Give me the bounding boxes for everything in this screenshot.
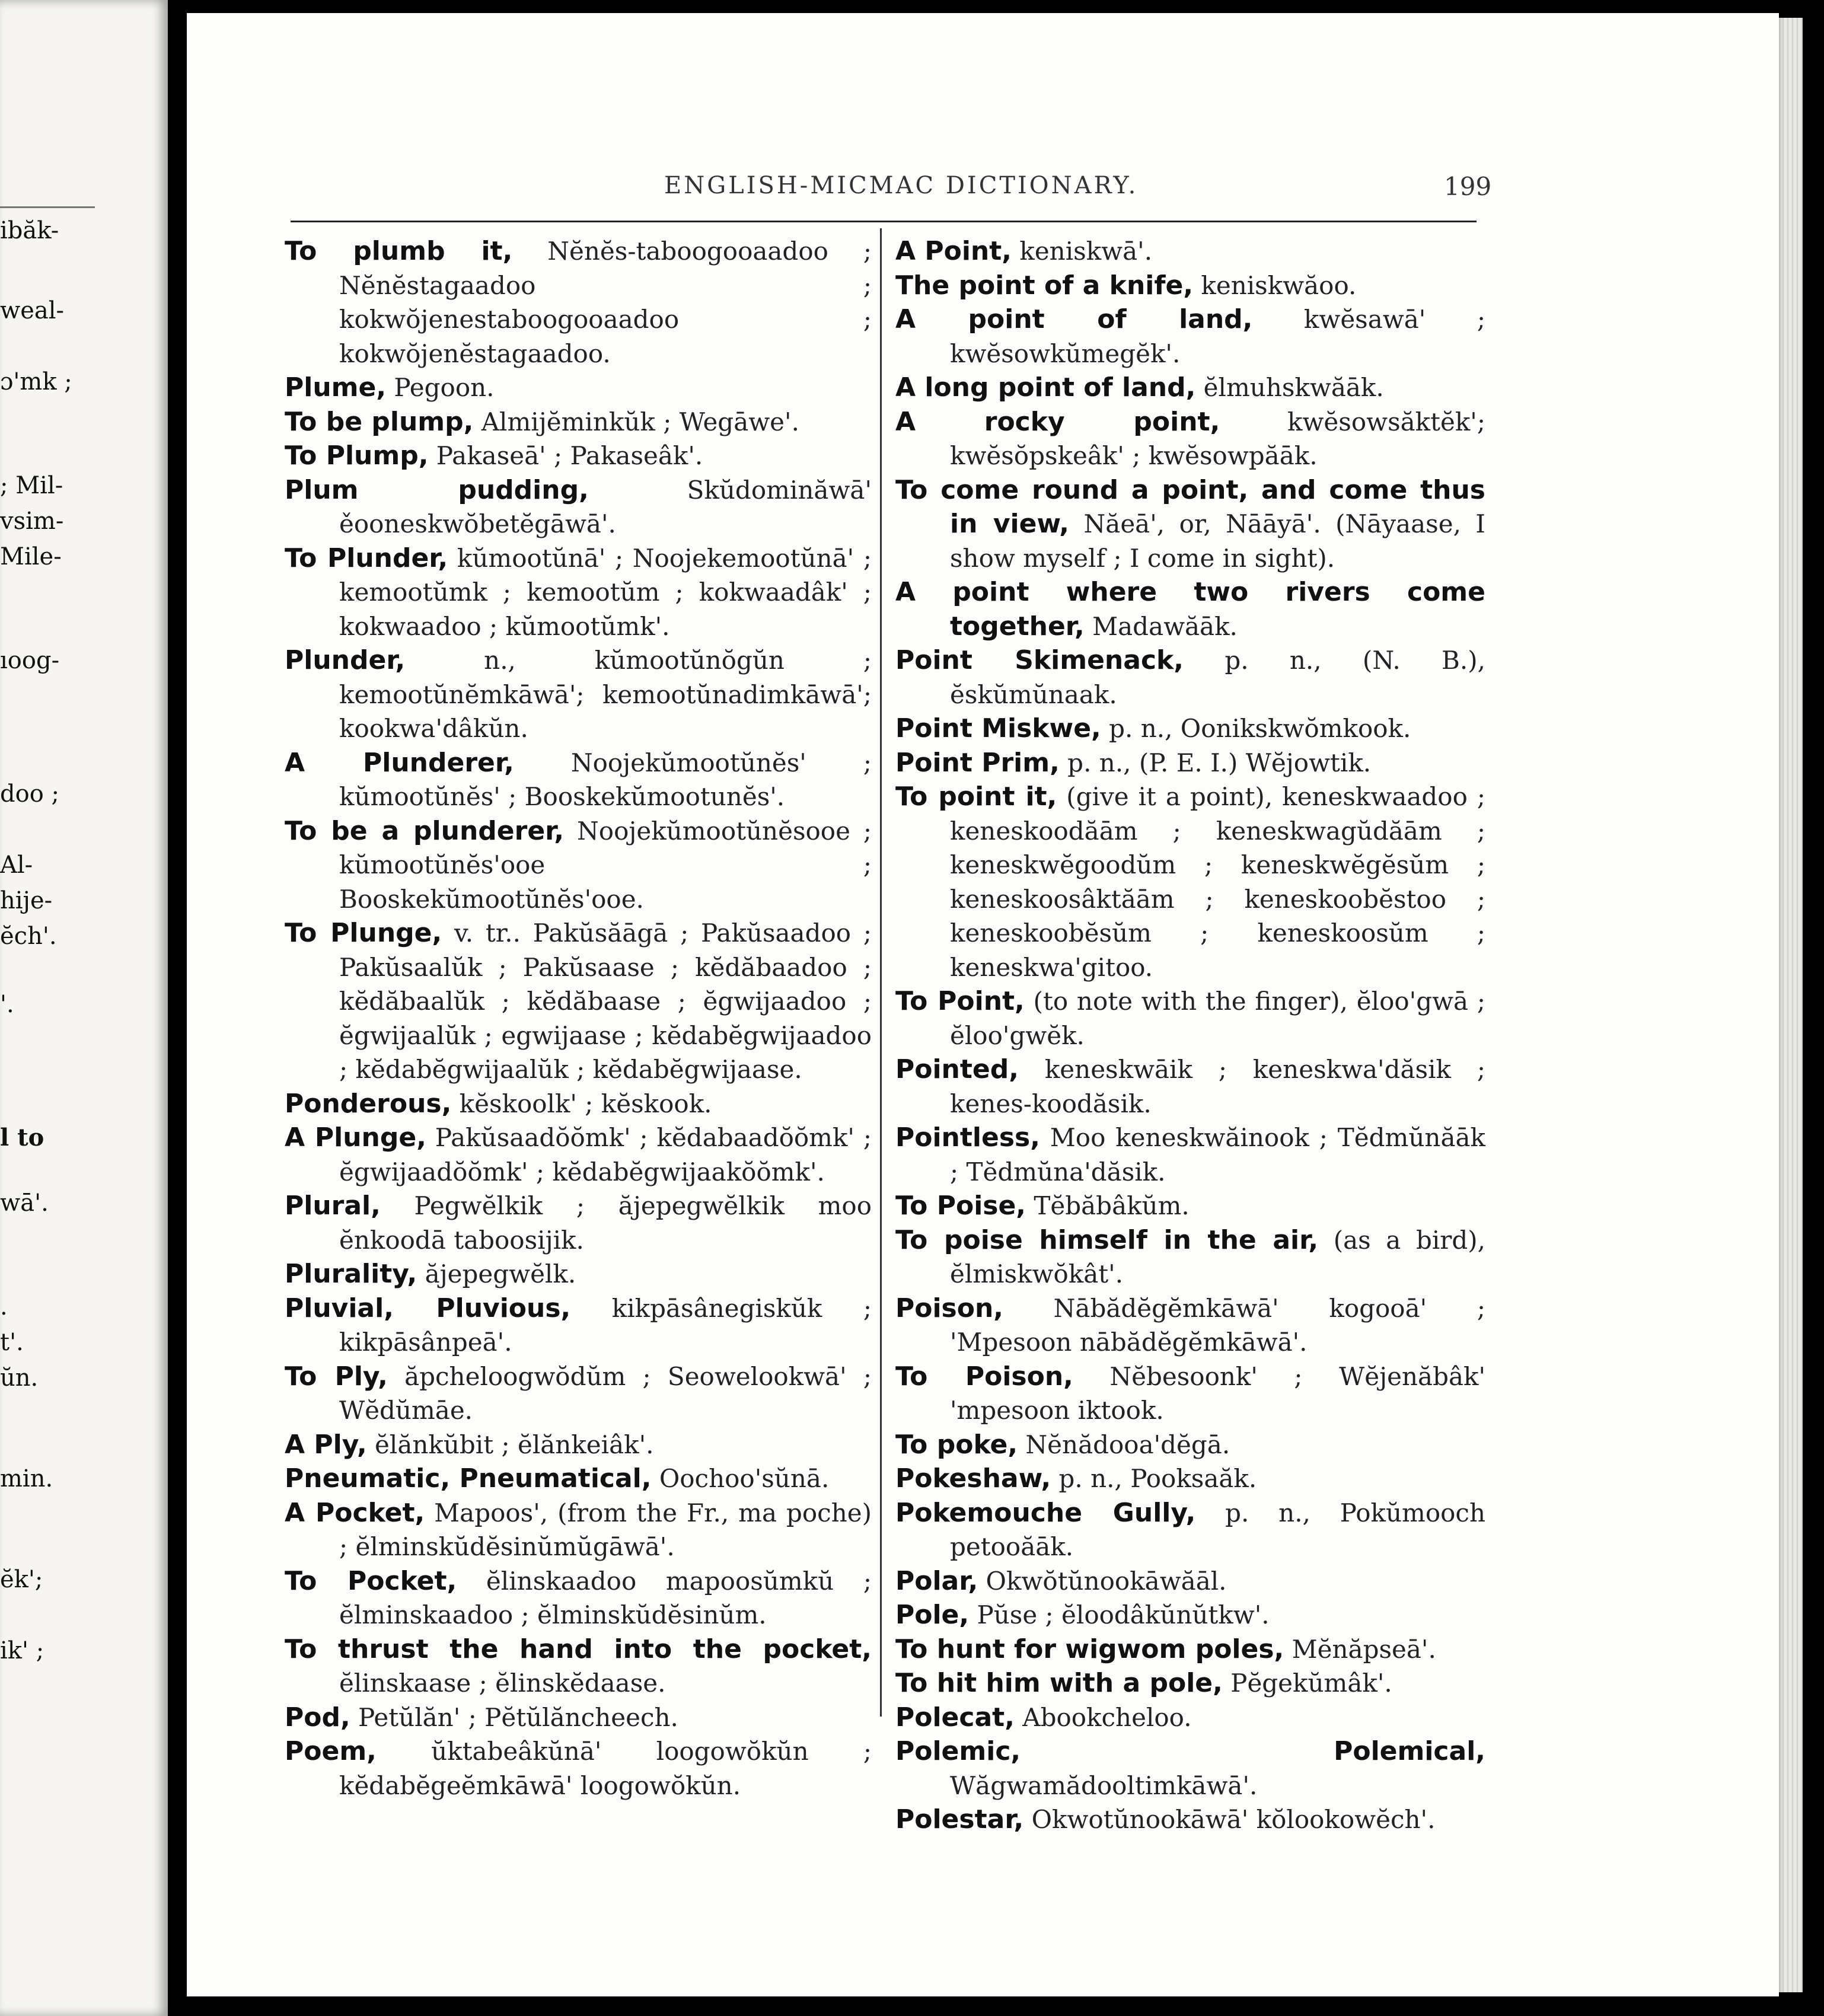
definition: (as a bird), ĕlmiskwŏkât'.	[950, 1225, 1485, 1288]
definition: ĕlănkŭbit ; ĕlănkeiâk'.	[366, 1430, 654, 1459]
headword: Pluvial, Pluvious,	[285, 1293, 571, 1323]
headword: Point Skimenack,	[895, 645, 1184, 675]
headword: A Plunge,	[285, 1122, 426, 1153]
dictionary-entry	[895, 1564, 1485, 1599]
dictionary-entry	[895, 1462, 1485, 1496]
definition: kikpāsânegiskŭk ; kikpāsânpeā'.	[339, 1293, 872, 1357]
headword: To hit him with a pole,	[895, 1668, 1223, 1698]
dictionary-entry	[895, 712, 1485, 746]
headword: Plural,	[285, 1191, 381, 1221]
headword: Plume,	[285, 372, 387, 403]
running-header: ENGLISH-MICMAC DICTIONARY.	[664, 172, 1139, 199]
headword: To Poise,	[895, 1191, 1026, 1221]
facing-page-fragment: hije-	[0, 887, 53, 914]
dictionary-entry	[895, 780, 1485, 984]
dictionary-entry	[285, 746, 872, 814]
dictionary-entry	[895, 746, 1485, 780]
headword: Pod,	[285, 1702, 350, 1733]
facing-page-fragment: ĕch'.	[0, 923, 57, 950]
facing-page-fragment: Al-	[0, 851, 33, 879]
definition: Wăgwamădooltimkāwā'.	[950, 1771, 1258, 1800]
dictionary-entry	[895, 1701, 1485, 1735]
definition: kwĕsawā' ; kwĕsowkŭmegĕk'.	[950, 305, 1485, 368]
definition: Okwotŭnookāwā' kŏlookowĕch'.	[1023, 1805, 1436, 1834]
facing-page	[0, 0, 168, 2016]
definition: Mĕnăpseā'.	[1284, 1634, 1436, 1664]
dictionary-entry	[895, 1189, 1485, 1223]
definition: Noojekŭmootŭnĕsooe ; kŭmootŭnĕs'ooe ; Booskekŭmootŭnĕs'ooe.	[339, 816, 872, 914]
headword: Poem,	[285, 1736, 377, 1766]
headword: Pointed,	[895, 1054, 1019, 1084]
facing-page-fragment: ibăk-	[0, 217, 59, 244]
facing-page-fragment: min.	[0, 1465, 53, 1492]
dictionary-entry	[285, 1632, 872, 1701]
headword: A Plunderer,	[285, 747, 514, 778]
definition: kwĕsowsăktĕk'; kwĕsŏpskeâk' ; kwĕsowpăāk.	[950, 407, 1485, 470]
headword: A Point,	[895, 236, 1012, 266]
dictionary-entry	[285, 541, 872, 644]
headword: To Pocket,	[285, 1565, 457, 1596]
dictionary-entry	[895, 1734, 1485, 1803]
headword: The point of a knife,	[895, 270, 1194, 301]
definition: ĕlinskaadoo mapoosŭmkŭ ; ĕlminskaadoo ; ĕlminskŭdĕsinŭm.	[339, 1566, 872, 1629]
headword: A point where two rivers come together,	[895, 577, 1485, 642]
definition: kĕskoolk' ; kĕskook.	[451, 1089, 712, 1118]
definition: ăjepegwĕlk.	[417, 1259, 576, 1288]
definition: ĕlmuhskwăāk.	[1195, 373, 1384, 402]
dictionary-entry	[895, 1632, 1485, 1667]
dictionary-entry	[895, 405, 1485, 473]
definition: v. tr.. Pakŭsăāgā ; Pakŭsaadoo ; Pakŭsaalŭk ; Pakŭsaase ; kĕdăbaadoo ; kĕdăbaalŭk ; kĕdăbaase ; ĕgwijaadoo ; ĕgwijaalŭk ; egwijaase ; kĕdabĕgwijaadoo ; kĕdabĕgwijaalŭk ; kĕdabĕgwijaase.	[339, 918, 872, 1084]
headword: To hunt for wigwom poles,	[895, 1634, 1284, 1664]
headword: Pokemouche Gully,	[895, 1497, 1196, 1528]
dictionary-entry	[895, 1360, 1485, 1428]
headword: Polemic, Polemical,	[895, 1736, 1485, 1766]
facing-page-rule	[0, 206, 95, 208]
dictionary-entry	[895, 1496, 1485, 1564]
headword: Pole,	[895, 1600, 970, 1630]
dictionary-entry	[895, 1121, 1485, 1189]
definition: keneskwāik ; keneskwa'dăsik ; kenes-koodăsik.	[950, 1055, 1485, 1118]
headword: To Point,	[895, 986, 1025, 1016]
dictionary-entry	[285, 473, 872, 541]
dictionary-entry	[895, 234, 1485, 269]
definition: Okwŏtŭnookāwăāl.	[978, 1566, 1227, 1596]
facing-page-fragment: ik' ;	[0, 1637, 44, 1664]
dictionary-entry	[285, 1701, 872, 1735]
definition: Petŭlăn' ; Pĕtŭlăncheech.	[350, 1702, 678, 1732]
definition: (to note with the finger), ĕloo'gwā ; ĕloo'gwĕk.	[950, 987, 1485, 1050]
dictionary-entry	[285, 1087, 872, 1121]
definition: Tĕbăbâkŭm.	[1026, 1191, 1190, 1220]
definition: p. n., Pokŭmooch petooăāk.	[950, 1498, 1485, 1561]
page-number: 199	[1444, 172, 1492, 201]
header-rule	[291, 221, 1477, 222]
headword: Pokeshaw,	[895, 1463, 1051, 1494]
headword: A point of land,	[895, 304, 1253, 334]
headword: Pneumatic, Pneumatical,	[285, 1463, 652, 1494]
dictionary-entry	[285, 439, 872, 473]
headword: Plurality,	[285, 1259, 417, 1289]
dictionary-entry	[285, 1121, 872, 1189]
facing-page-fragment: ; Mil-	[0, 472, 63, 499]
dictionary-entry	[285, 1257, 872, 1291]
definition: Pakaseā' ; Pakaseâk'.	[428, 441, 703, 470]
dictionary-entry	[285, 916, 872, 1087]
facing-page-fragment: l to	[0, 1124, 44, 1151]
headword: Polestar,	[895, 1804, 1024, 1835]
definition: p. n., (N. B.), ĕskŭmŭnaak.	[950, 646, 1486, 709]
dictionary-entry	[895, 575, 1485, 643]
dictionary-entry	[285, 1291, 872, 1360]
facing-page-fragment: ŭn.	[0, 1364, 39, 1392]
dictionary-entry	[285, 405, 872, 439]
headword: Polecat,	[895, 1702, 1015, 1733]
headword: Point Miskwe,	[895, 713, 1101, 744]
dictionary-entry	[895, 1052, 1485, 1121]
definition: n., kŭmootŭnŏgŭn ; kemootŭnĕmkāwā'; kemootŭnadimkāwā'; kookwa'dâkŭn.	[339, 646, 872, 743]
headword: To point it,	[895, 781, 1057, 812]
headword: Poison,	[895, 1293, 1004, 1323]
definition: Skŭdominăwā' ěooneskwŏbetĕgāwā'.	[339, 475, 872, 538]
facing-page-fragment: .	[0, 1293, 8, 1320]
dictionary-entry	[285, 814, 872, 917]
definition: Oochoo'sŭnā.	[651, 1464, 830, 1493]
dictionary-entry	[895, 473, 1485, 576]
headword: A Pocket,	[285, 1497, 425, 1528]
definition: keniskwăoo.	[1193, 270, 1357, 300]
headword: Ponderous,	[285, 1088, 452, 1119]
dictionary-entry	[285, 1564, 872, 1632]
dictionary-entry	[285, 1462, 872, 1496]
dictionary-entry	[895, 302, 1485, 371]
facing-page-fragment: doo ;	[0, 780, 59, 808]
left-column	[285, 234, 872, 1803]
definition: Nābădĕgĕmkāwā' kogooā' ; 'Mpesoon nābădĕgĕmkāwā'.	[950, 1293, 1485, 1357]
headword: A long point of land,	[895, 372, 1196, 403]
headword: To be a plunderer,	[285, 815, 565, 846]
dictionary-entry	[895, 269, 1485, 303]
headword: To Plunder,	[285, 543, 448, 573]
headword: Plum pudding,	[285, 474, 589, 505]
headword: To plumb it,	[285, 236, 513, 266]
dictionary-entry	[285, 234, 872, 371]
facing-page-fragment: vsim-	[0, 508, 64, 535]
headword: To Poison,	[895, 1361, 1073, 1392]
definition: Nĕnĕs-taboogooaadoo ; Nĕnĕstagaadoo ; kokwŏjenestaboogooaadoo ; kokwŏjenĕstagaadoo.	[339, 237, 872, 368]
definition: ĕlinskaase ; ĕlinskĕdaase.	[339, 1669, 666, 1698]
dictionary-entry	[285, 643, 872, 746]
dictionary-entry	[895, 1666, 1485, 1701]
headword: To Ply,	[285, 1361, 388, 1392]
headword: To Plump,	[285, 441, 429, 471]
definition: Nĕbesoonk' ; Wĕjenăbâk' 'mpesoon iktook.	[950, 1361, 1485, 1425]
headword: Plunder,	[285, 645, 406, 675]
definition: Pegoon.	[386, 373, 495, 402]
headword: Polar,	[895, 1565, 978, 1596]
facing-page-fragment: Mile-	[0, 543, 62, 570]
headword: A rocky point,	[895, 406, 1220, 437]
dictionary-entry	[285, 1189, 872, 1257]
definition: Pegwĕlkik ; ăjepegwĕlkik moo ĕnkoodā taboosijik.	[339, 1191, 872, 1255]
headword: To poise himself in the air,	[895, 1224, 1319, 1255]
dictionary-entry	[285, 1428, 872, 1462]
definition: Pakŭsaadŏŏmk' ; kĕdabaadŏŏmk' ; ĕgwijaadŏŏmk' ; kĕdabĕgwijaakŏŏmk'.	[339, 1123, 872, 1186]
definition: p. n., Oonikskwŏmkook.	[1101, 714, 1411, 743]
right-column	[895, 234, 1485, 1837]
definition: kŭmootŭnā' ; Noojekemootŭnā' ; kemootŭmk ; kemootŭm ; kokwaadâk' ; kokwaadoo ; kŭmootŭmk'.	[339, 543, 872, 641]
dictionary-entry	[285, 371, 872, 405]
dictionary-entry	[895, 984, 1485, 1052]
definition: Năeā', or, Nāāyā'. (Nāyaase, I show myself ; I come in sight).	[950, 509, 1485, 573]
facing-page-fragment: t'.	[0, 1329, 24, 1356]
facing-page-fragment: ĕk';	[0, 1566, 43, 1593]
dictionary-entry	[895, 1803, 1485, 1837]
definition: Madawăāk.	[1084, 611, 1238, 641]
headword: To thrust the hand into the pocket,	[285, 1634, 872, 1664]
dictionary-entry	[895, 643, 1485, 712]
definition: Moo keneskwăinook ; Tĕdmŭnăāk ; Tĕdmŭna'dăsik.	[950, 1123, 1485, 1186]
definition: ăpcheloogwŏdŭm ; Seowelookwā' ; Wĕdŭmāe.	[339, 1361, 872, 1425]
headword: Pointless,	[895, 1122, 1040, 1153]
headword: Point Prim,	[895, 747, 1060, 778]
facing-page-fragment: ɔ'mk ;	[0, 368, 72, 395]
facing-page-fragment: weal-	[0, 297, 65, 324]
facing-page-fragment: wā'.	[0, 1189, 49, 1217]
definition: Nĕnădooa'dĕgā.	[1018, 1430, 1230, 1459]
dictionary-entry	[285, 1360, 872, 1428]
definition: Abookcheloo.	[1014, 1702, 1192, 1732]
definition: Noojekŭmootŭnĕs' ; kŭmootŭnĕs' ; Booskekŭmootunĕs'.	[339, 748, 872, 811]
dictionary-entry	[895, 371, 1485, 405]
headword: To be plump,	[285, 406, 474, 437]
dictionary-entry	[895, 1598, 1485, 1632]
definition: Pŭse ; ĕloodâkŭnŭtkw'.	[969, 1600, 1270, 1629]
dictionary-entry	[895, 1428, 1485, 1462]
definition: (give it a point), keneskwaadoo ; keneskoodăām ; keneskwagŭdăām ; keneskwĕgoodŭm ; keneskwĕgĕsŭm ; keneskoosâktăām ; keneskoobĕstoo ; keneskoobĕsŭm ; keneskoosŭm ; keneskwa'gitoo.	[950, 782, 1485, 982]
headword: A Ply,	[285, 1429, 367, 1460]
definition: keniskwā'.	[1012, 237, 1153, 266]
headword: To poke,	[895, 1429, 1018, 1460]
facing-page-fragment: '.	[0, 991, 14, 1018]
definition: p. n., (P. E. I.) Wĕjowtik.	[1059, 748, 1372, 777]
definition: Almijĕminkŭk ; Wegāwe'.	[473, 407, 799, 436]
dictionary-entry	[895, 1291, 1485, 1360]
dictionary-entry	[895, 1223, 1485, 1291]
definition: Mapoos', (from the Fr., ma poche) ; ĕlminskŭdĕsinŭmŭgāwā'.	[339, 1498, 872, 1561]
dictionary-entry	[285, 1496, 872, 1564]
definition: Pĕgekŭmâk'.	[1222, 1669, 1392, 1698]
headword: To Plunge,	[285, 918, 442, 948]
column-divider	[880, 228, 882, 1717]
facing-page-fragment: ıoog-	[0, 647, 60, 674]
definition: ŭktabeâkŭnā' loogowŏkŭn ; kĕdabĕgeĕmkāwā' loogowŏkŭn.	[339, 1737, 872, 1800]
definition: p. n., Pooksaăk.	[1051, 1464, 1257, 1493]
headword: To come round a point, and come thus in view,	[895, 474, 1485, 539]
dictionary-entry	[285, 1734, 872, 1803]
